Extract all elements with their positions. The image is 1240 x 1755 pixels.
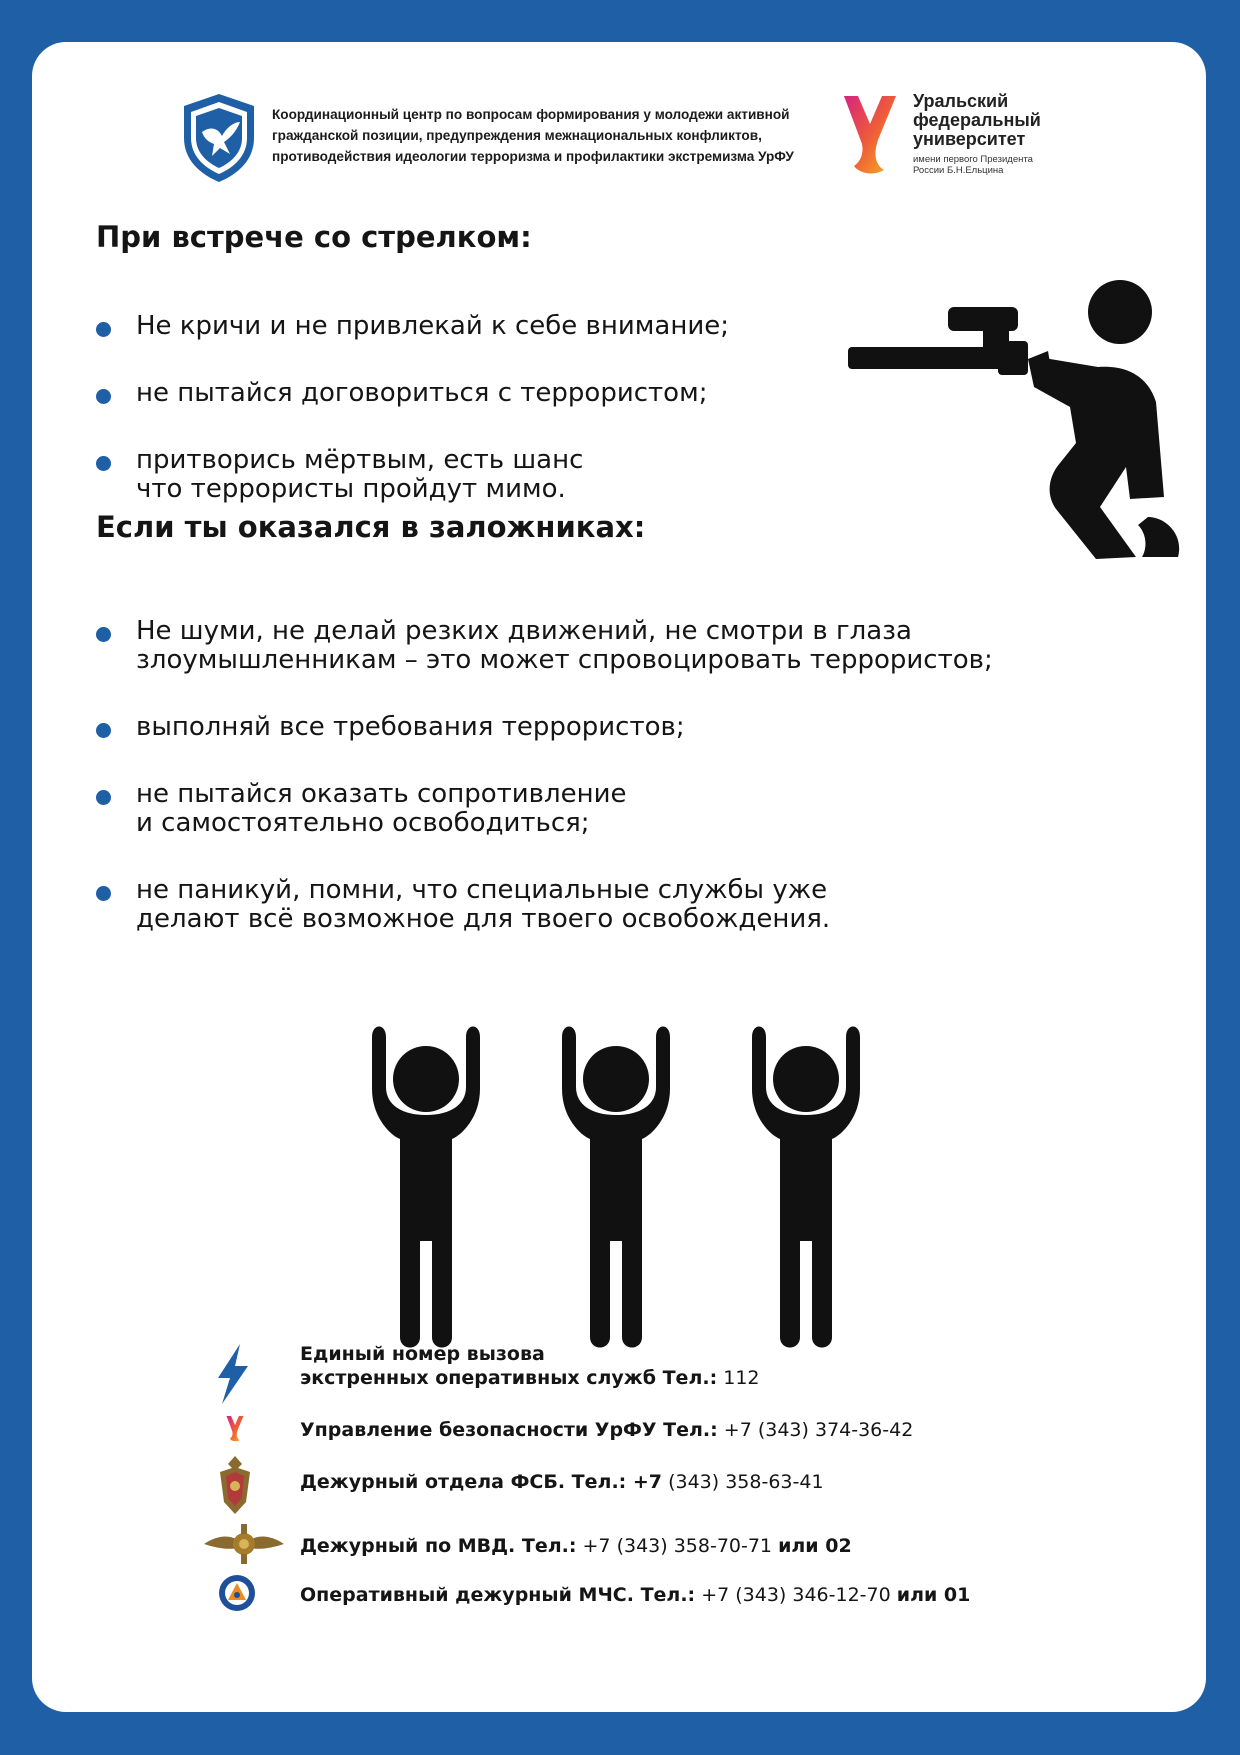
center-title-line: гражданской позиции, предупреждения межнациональных конфликтов, bbox=[272, 128, 762, 143]
contact-number: 112 bbox=[723, 1367, 760, 1389]
university-name bbox=[913, 92, 1041, 149]
contact-number: +7 (343) 374-36-42 bbox=[723, 1419, 914, 1441]
hostage-advice-list bbox=[96, 617, 1176, 934]
urfu-logo-icon bbox=[840, 90, 900, 182]
list-item-text: не паникуй, помни, что специальные службы уже bbox=[136, 875, 828, 905]
contact-urfu-security bbox=[300, 1418, 913, 1442]
contact-number: (343) 358-63-41 bbox=[668, 1471, 824, 1493]
shooter-advice-list bbox=[96, 312, 796, 504]
list-item-text: и самостоятельно освободиться; bbox=[136, 808, 590, 838]
contact-label: Дежурный отдела ФСБ. Тел.: +7 bbox=[300, 1471, 663, 1493]
center-title-line: Координационный центр по вопросам формирования у молодежи активной bbox=[272, 107, 790, 122]
poster-card bbox=[32, 42, 1206, 1712]
contact-label: Дежурный по МВД. Тел.: bbox=[300, 1535, 577, 1557]
list-item-text: Не кричи и не привлекай к себе внимание; bbox=[136, 311, 729, 341]
list-item-text: злоумышленникам – это может спровоцировать террористов; bbox=[136, 645, 993, 675]
list-item-text: что террористы пройдут мимо. bbox=[136, 474, 566, 504]
list-item-text: притворись мёртвым, есть шанс bbox=[136, 445, 584, 475]
list-item bbox=[96, 446, 796, 504]
list-item-text: не пытайся оказать сопротивление bbox=[136, 779, 627, 809]
contact-mchs bbox=[300, 1583, 970, 1607]
urfu-icon bbox=[222, 1414, 248, 1444]
university-name-line: Уральский bbox=[913, 91, 1009, 111]
list-item bbox=[96, 713, 1176, 742]
list-item bbox=[96, 876, 1176, 934]
list-item bbox=[96, 379, 796, 408]
lightning-icon bbox=[212, 1344, 252, 1404]
university-subtitle bbox=[913, 154, 1033, 176]
list-item-text: делают всё возможное для твоего освобождения. bbox=[136, 904, 831, 934]
list-item-text: не пытайся договориться с террористом; bbox=[136, 378, 708, 408]
section-title-shooter: При встрече со стрелком: bbox=[96, 220, 532, 254]
list-item bbox=[96, 312, 796, 341]
contact-label: Оперативный дежурный МЧС. Тел.: bbox=[300, 1584, 696, 1606]
contact-number: +7 (343) 358-70-71 bbox=[582, 1535, 773, 1557]
list-item-text: Не шуми, не делай резких движений, не смотри в глаза bbox=[136, 616, 912, 646]
kneeling-shooter-icon bbox=[848, 267, 1188, 567]
hostages-hands-up-icon bbox=[362, 1017, 922, 1357]
contact-suffix: или 01 bbox=[896, 1584, 971, 1606]
list-item-text: выполняй все требования террористов; bbox=[136, 712, 685, 742]
university-subtitle-line: России Б.Н.Ельцина bbox=[913, 165, 1004, 176]
contact-label: Управление безопасности УрФУ Тел.: bbox=[300, 1419, 718, 1441]
fsb-emblem-icon bbox=[216, 1456, 254, 1516]
university-name-line: федеральный bbox=[913, 110, 1041, 130]
list-item bbox=[96, 617, 1176, 675]
contact-mvd bbox=[300, 1534, 852, 1558]
coordination-center-shield-icon bbox=[180, 92, 258, 184]
contact-suffix: или 02 bbox=[778, 1535, 852, 1557]
contact-label: экстренных оперативных служб Тел.: bbox=[300, 1367, 718, 1389]
mvd-emblem-icon bbox=[204, 1522, 284, 1566]
center-title-line: противодействия идеологии терроризма и профилактики экстремизма УрФУ bbox=[272, 149, 794, 164]
coordination-center-title bbox=[272, 104, 862, 167]
contact-label: Единый номер вызова bbox=[300, 1343, 545, 1365]
university-subtitle-line: имени первого Президента bbox=[913, 154, 1033, 165]
list-item bbox=[96, 780, 1176, 838]
contact-emergency bbox=[300, 1342, 760, 1390]
contact-fsb bbox=[300, 1470, 824, 1494]
contact-number: +7 (343) 346-12-70 bbox=[701, 1584, 891, 1606]
mchs-emblem-icon bbox=[218, 1574, 256, 1612]
section-title-hostages: Если ты оказался в заложниках: bbox=[96, 510, 646, 544]
university-name-line: университет bbox=[913, 129, 1026, 149]
